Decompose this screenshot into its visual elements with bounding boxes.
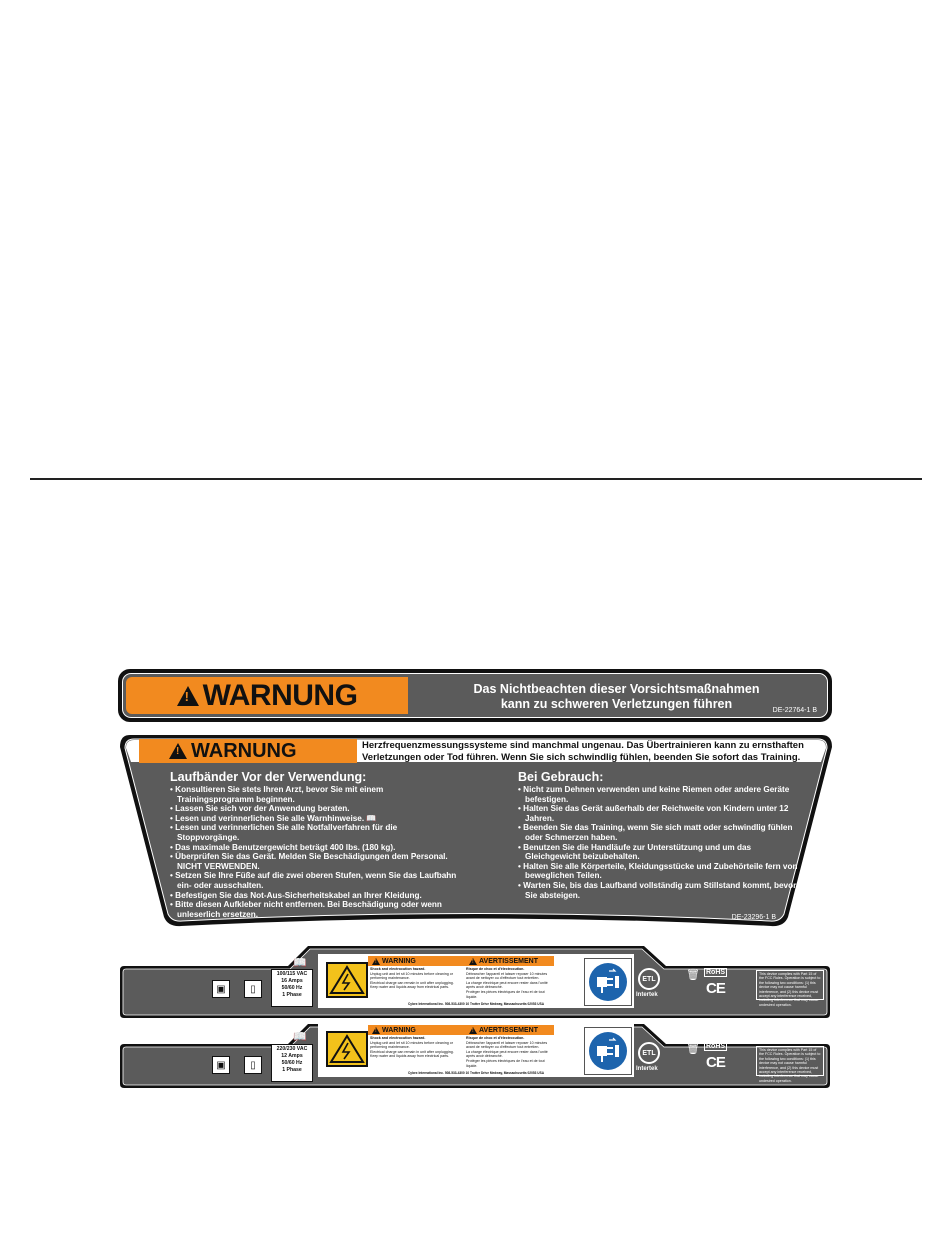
list-item: • Halten Sie das Gerät außerhalb der Reichweite von Kindern unter 12 Jahren. xyxy=(518,804,798,823)
label-code: DE-23296-1 B xyxy=(731,914,776,921)
warning-en xyxy=(368,958,461,965)
warning-message xyxy=(409,677,824,714)
unplug-icon xyxy=(584,958,632,1006)
en-item: Unplug unit and let sit 10 minutes before cleaning or performing maintenance. xyxy=(370,971,453,981)
warning-triangle-icon xyxy=(469,958,477,965)
list-item: • Nicht zum Dehnen verwenden und keine Riemen oder andere Geräte befestigen. xyxy=(518,785,798,804)
french-text xyxy=(466,1036,556,1068)
warning-header-bar xyxy=(368,1025,554,1035)
manufacturer-footer: Cybex International Inc. 508-533-4300 10 Trotter Drive Medway, Massachusetts 02053 USA xyxy=(408,1071,544,1075)
en-item: Electrical charge can remain in unit after unplugging. xyxy=(370,980,454,985)
etl-mark: ETL xyxy=(638,1042,660,1064)
list-item: • Das maximale Benutzergewicht beträgt 400 lbs. (180 kg). xyxy=(170,843,460,853)
fr-item: La charge électrique peut encore rester dans l'unité après avoir débranché. xyxy=(466,980,548,990)
certification-marks xyxy=(638,1042,748,1084)
left-column-title: Laufbänder Vor der Verwendung: xyxy=(170,770,367,784)
header-message xyxy=(362,740,812,764)
en-title: Shock and electrocution hazard. xyxy=(370,1036,426,1040)
warning-triangle-icon xyxy=(169,743,187,759)
warning-triangle-icon xyxy=(469,1027,477,1034)
horizontal-divider xyxy=(30,478,922,480)
shock-warning-panel xyxy=(318,954,634,1008)
list-item-text: Lesen und verinnerlichen Sie alle Warnhinweise. xyxy=(175,813,365,823)
right-list xyxy=(518,785,798,900)
rohs-mark: RoHS xyxy=(706,969,726,976)
warning-en-text: WARNING xyxy=(382,957,416,965)
header-line-1: Herzfrequenzmessungssysteme sind manchmal ungenau. Das Übertrainieren kann zu ernsthaften xyxy=(362,740,804,751)
signal-word-text: WARNUNG xyxy=(191,739,297,762)
warning-en xyxy=(368,1027,461,1034)
fr-item: Débrancher l'appareil et laisser reposer 10 minutes avant de nettoyer ou d'effectuer tout entretien. xyxy=(466,971,548,981)
rating-frequency: 50/60 Hz xyxy=(281,1060,303,1066)
label-body xyxy=(122,673,828,718)
warning-triangle-icon xyxy=(372,1027,380,1034)
warning-label-short xyxy=(118,669,832,722)
fr-item: Protéger les pièces électriques de l'eau et de tout liquide. xyxy=(466,989,545,999)
list-item: • Befestigen Sie das Not-Aus-Sicherheitskabel an Ihrer Kleidung. xyxy=(170,891,460,901)
high-voltage-icon xyxy=(326,1031,368,1067)
phone-icon: ▯ xyxy=(244,980,262,998)
rating-phase: 1 Phase xyxy=(282,1067,302,1073)
list-item: • Warten Sie, bis das Laufband vollständig zum Stillstand kommt, bevor Sie absteigen. xyxy=(518,881,798,900)
rating-amps: 12 Amps xyxy=(281,1053,303,1059)
warning-fr-text: AVERTISSEMENT xyxy=(479,1026,538,1034)
rating-voltage: 100/115 VAC xyxy=(276,971,308,977)
manufacturer-footer: Cybex International Inc. 508-533-4300 10 Trotter Drive Medway, Massachusetts 02053 USA xyxy=(408,1002,544,1006)
right-column xyxy=(518,770,798,900)
message-line-2: kann zu schweren Verletzungen führen xyxy=(500,697,733,711)
rating-frequency: 50/60 Hz xyxy=(281,985,303,991)
warning-en-text: WARNING xyxy=(382,1026,416,1034)
left-column xyxy=(170,770,460,919)
intertek-mark: Intertek xyxy=(636,1066,658,1072)
high-voltage-icon xyxy=(326,962,368,998)
en-item: Unplug unit and let sit 10 minutes before cleaning or performing maintenance. xyxy=(370,1040,453,1050)
list-item: • Lesen und verinnerlichen Sie alle Notfallverfahren für die Stoppvorgänge. xyxy=(170,823,460,842)
english-text xyxy=(370,1036,460,1059)
rating-phase: 1 Phase xyxy=(282,992,302,998)
right-column-title: Bei Gebrauch: xyxy=(518,770,604,784)
tv-icon: ▣ xyxy=(212,980,230,998)
warning-fr-text: AVERTISSEMENT xyxy=(479,957,538,965)
label-code: DE-22764-1 B xyxy=(772,707,817,714)
list-item xyxy=(170,814,460,824)
warning-triangle-icon xyxy=(177,686,199,706)
electrical-label-230v xyxy=(118,1018,832,1102)
weee-bin-icon: 🗑 xyxy=(686,1043,700,1055)
phone-icon: ▯ xyxy=(244,1056,262,1074)
certification-marks xyxy=(638,968,748,1010)
left-list xyxy=(170,785,460,919)
french-text xyxy=(466,967,556,999)
shock-warning-panel xyxy=(318,1023,634,1077)
fr-item: Protéger les pièces électriques de l'eau et de tout liquide. xyxy=(466,1058,545,1068)
en-item: Keep water and liquids away from electrical parts. xyxy=(370,985,450,990)
fcc-statement: This device complies with Part 15 of the FCC Rules. Operation is subject to the following two conditions: (1) this device may not cause harmful interference, and (2) this device must accept any interference received, including interference that may cause undesired operation. xyxy=(756,970,824,1000)
list-item: • Konsultieren Sie stets Ihren Arzt, bevor Sie mit einem Trainingsprogramm beginnen. xyxy=(170,785,460,804)
signal-word-text: WARNUNG xyxy=(202,678,358,712)
english-text xyxy=(370,967,460,990)
warning-fr xyxy=(461,958,538,965)
list-item: • Benutzen Sie die Handläufe zur Unterstützung und um das Gleichgewicht beizubehalten. xyxy=(518,843,798,862)
electrical-rating xyxy=(271,969,313,1007)
etl-mark: ETL xyxy=(638,968,660,990)
signal-word xyxy=(177,679,358,713)
fr-item: La charge électrique peut encore rester dans l'unité après avoir débranché. xyxy=(466,1049,548,1059)
rohs-mark: RoHS xyxy=(706,1043,726,1050)
list-item: • Setzen Sie Ihre Füße auf die zwei oberen Stufen, wenn Sie das Laufbahn ein- oder ausschalten. xyxy=(170,871,460,890)
unplug-icon xyxy=(584,1027,632,1075)
rating-voltage: 220/230 VAC xyxy=(276,1046,308,1052)
tv-icon: ▣ xyxy=(212,1056,230,1074)
rating-amps: 16 Amps xyxy=(281,978,303,984)
signal-word xyxy=(169,740,297,763)
signal-word-panel xyxy=(139,739,357,763)
book-icon: 📖 xyxy=(293,957,307,969)
ce-mark: CE xyxy=(706,1054,725,1071)
list-item: • Bitte diesen Aufkleber nicht entfernen. Bei Beschädigung oder wenn unleserlich ersetzen. xyxy=(170,900,460,919)
fcc-statement: This device complies with Part 15 of the FCC Rules. Operation is subject to the following two conditions: (1) this device may not cause harmful interference, and (2) this device must accept any interference received, including interference that may cause undesired operation. xyxy=(756,1046,824,1076)
warning-triangle-icon xyxy=(372,958,380,965)
electrical-rating xyxy=(271,1044,313,1082)
ce-mark: CE xyxy=(706,980,725,997)
signal-word-panel xyxy=(126,677,408,714)
warning-fr xyxy=(461,1027,538,1034)
message-line-1: Das Nichtbeachten dieser Vorsichtsmaßnahmen xyxy=(473,682,760,696)
list-item: • Lassen Sie sich vor der Anwendung beraten. xyxy=(170,804,460,814)
warning-header-bar xyxy=(368,956,554,966)
book-icon: 📖 xyxy=(293,1031,307,1043)
warning-label-treadmill xyxy=(116,731,836,931)
weee-bin-icon: 🗑 xyxy=(686,969,700,981)
electrical-label-115v xyxy=(118,940,832,1024)
book-icon: 📖 xyxy=(366,813,377,823)
en-item: Keep water and liquids away from electrical parts. xyxy=(370,1054,450,1059)
fr-item: Débrancher l'appareil et laisser reposer 10 minutes avant de nettoyer ou d'effectuer tout entretien. xyxy=(466,1040,548,1050)
list-item: • Beenden Sie das Training, wenn Sie sich matt oder schwindlig fühlen oder Schmerzen haben. xyxy=(518,823,798,842)
list-item: • Überprüfen Sie das Gerät. Melden Sie Beschädigungen dem Personal. NICHT VERWENDEN. xyxy=(170,852,460,871)
fr-title: Risque de choc et d'électrocution. xyxy=(466,1036,525,1040)
intertek-mark: Intertek xyxy=(636,992,658,998)
en-title: Shock and electrocution hazard. xyxy=(370,967,426,971)
list-item: • Halten Sie alle Körperteile, Kleidungsstücke und Zubehörteile fern von beweglichen Teilen. xyxy=(518,862,798,881)
header-line-2: Verletzungen oder Tod führen. Wenn Sie sich schwindlig fühlen, beenden Sie sofort das Training. xyxy=(362,752,801,763)
fr-title: Risque de choc et d'électrocution. xyxy=(466,967,525,971)
en-item: Electrical charge can remain in unit after unplugging. xyxy=(370,1049,454,1054)
